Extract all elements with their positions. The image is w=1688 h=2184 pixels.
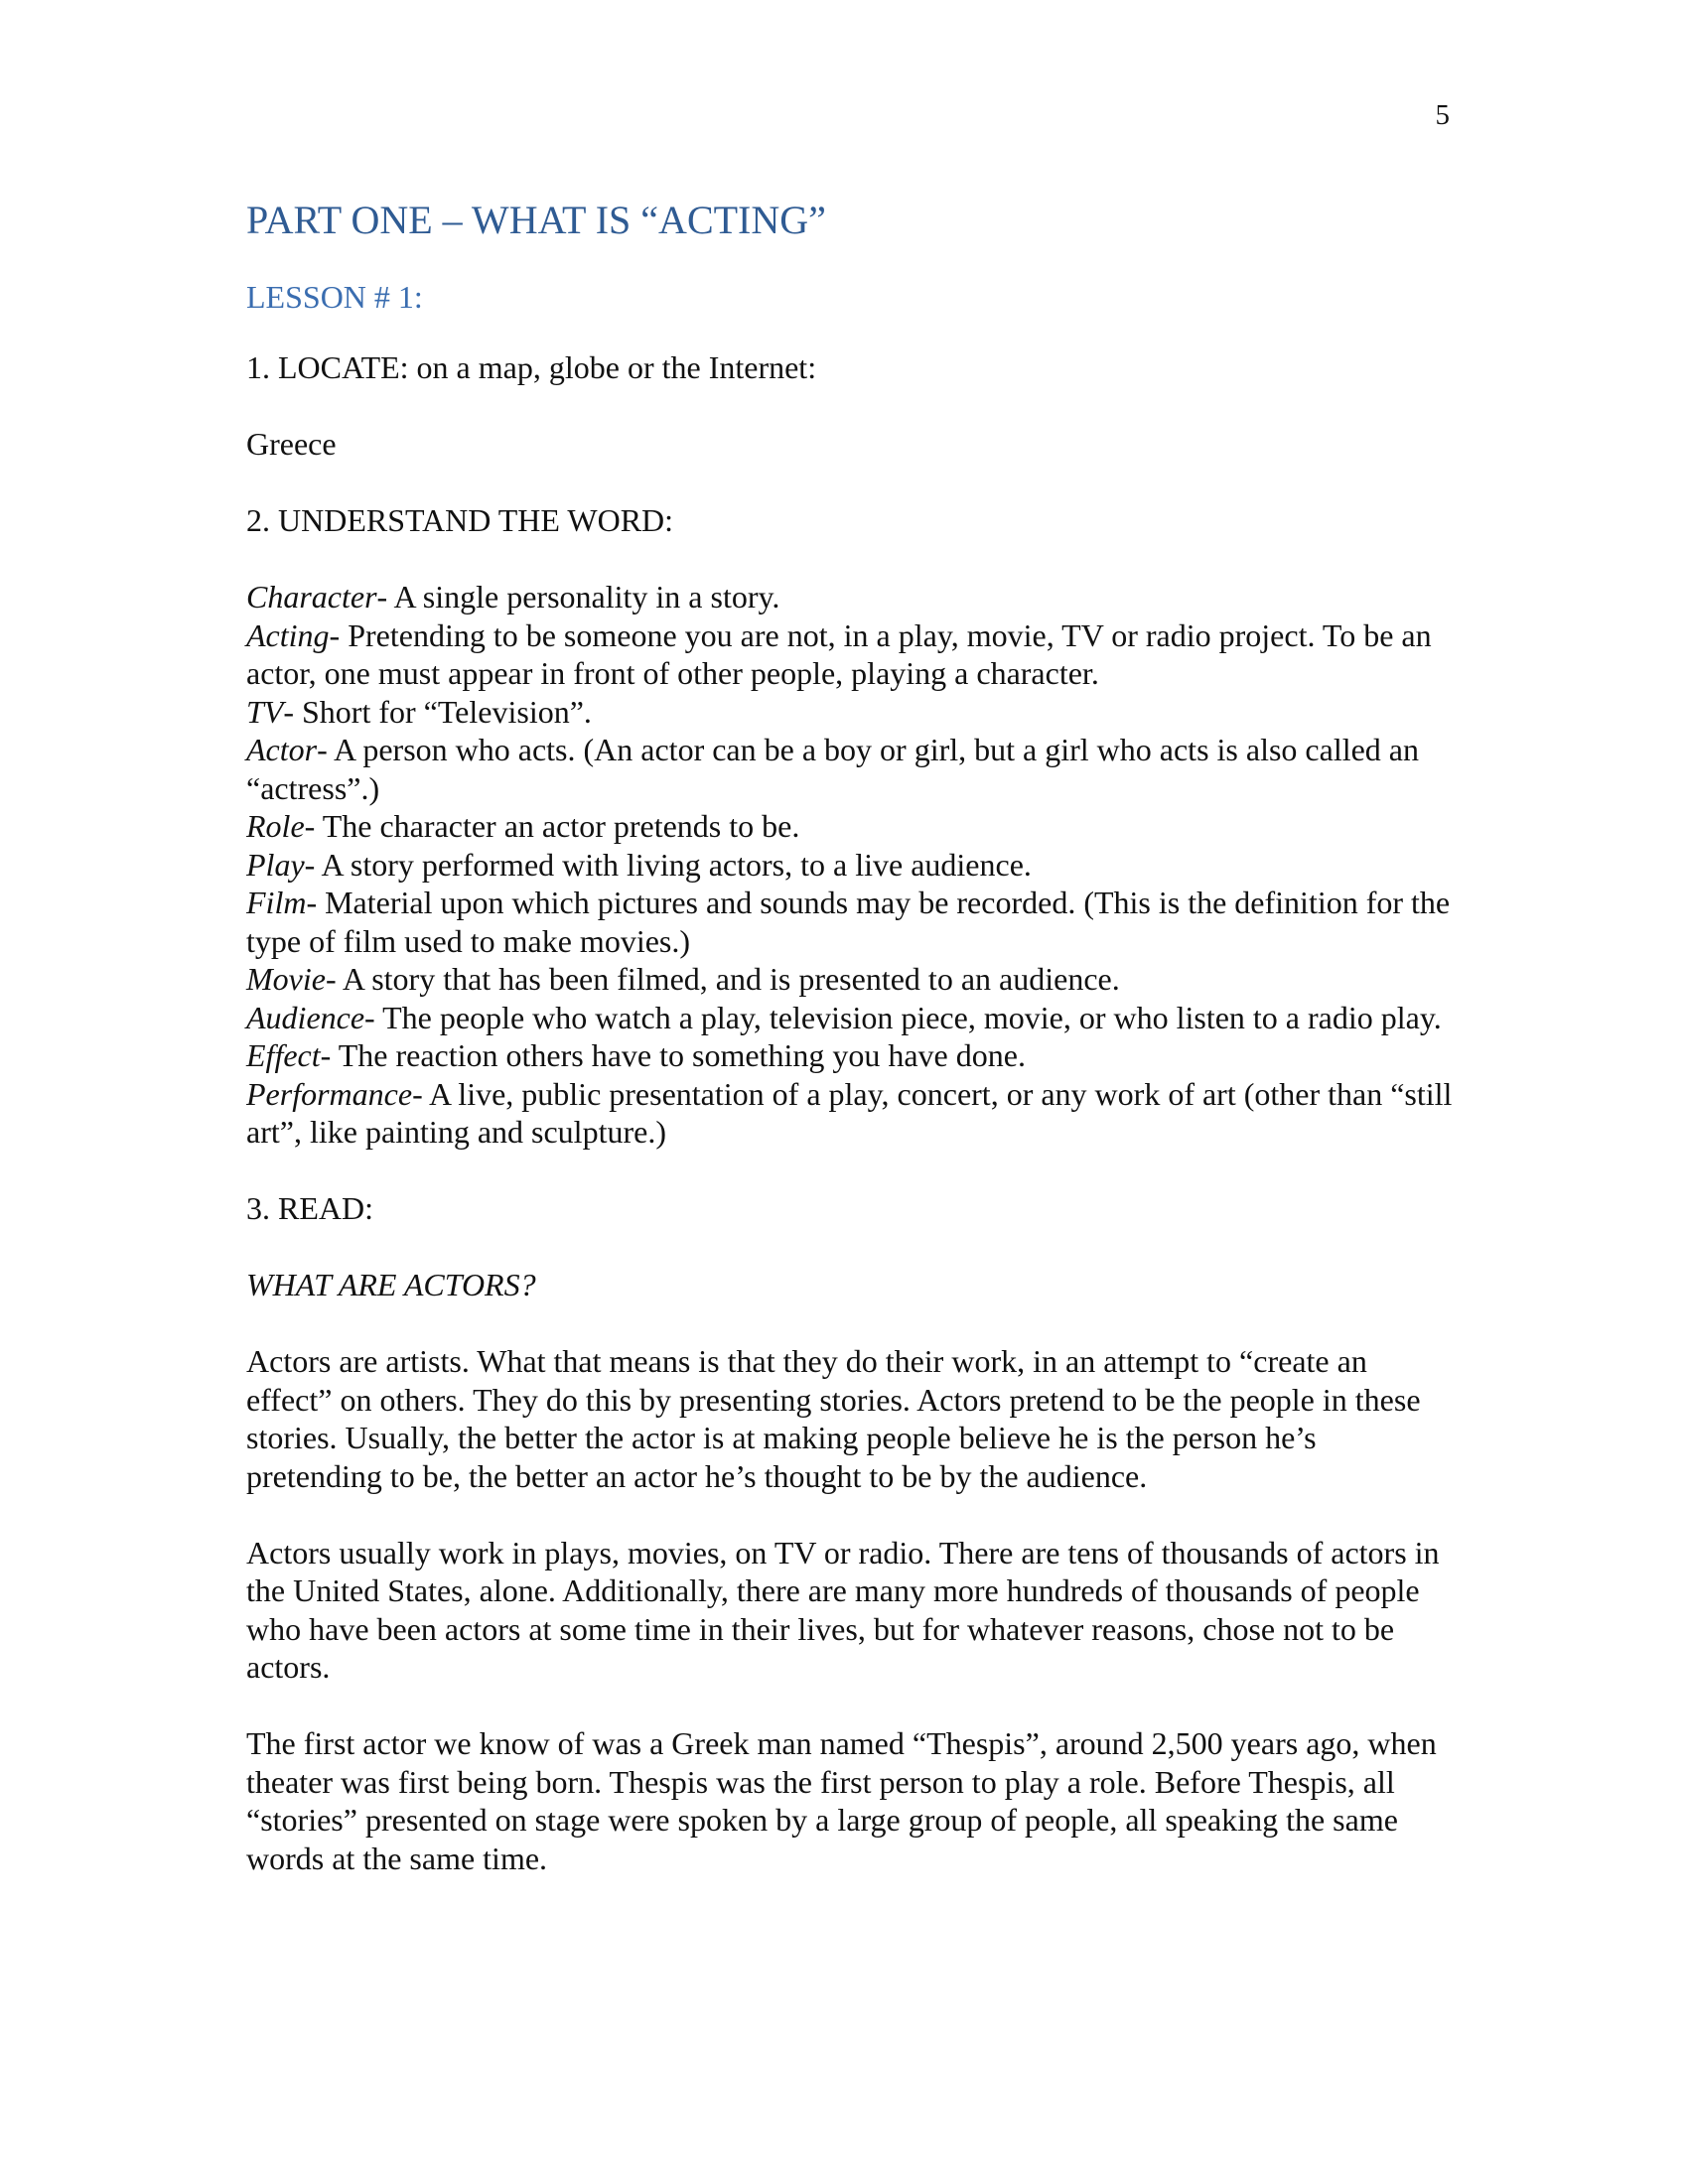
definition-text: - The people who watch a play, television piece, movie, or who listen to a radio play. <box>364 999 1442 1035</box>
read-heading: 3. READ: <box>246 1190 373 1226</box>
reading-paragraph: Actors are artists. What that means is that they do their work, in an attempt to “create an effect” on others. They do this by presenting stories. Actors pretend to be the people in these stories. Usually, the better the actor is at making people believe he is the person he’s pretending to be, the better an actor he’s thought to be by the audience. <box>246 1343 1421 1494</box>
definition-text: - A live, public presentation of a play, concert, or any work of art (other than “still art”, like painting and sculpture.) <box>246 1075 1453 1150</box>
definition-text: - A single personality in a story. <box>376 579 780 614</box>
definition-text: - A story that has been filmed, and is presented to an audience. <box>325 961 1120 997</box>
definition-item <box>246 731 1458 807</box>
definition-item <box>246 616 1458 693</box>
definition-text: - The reaction others have to something you have done. <box>320 1037 1026 1073</box>
definition-item <box>246 960 1458 999</box>
definition-text: - A story performed with living actors, to a live audience. <box>304 846 1032 883</box>
definition-term: Performance <box>246 1075 413 1112</box>
definition-term: Audience <box>246 999 365 1035</box>
definition-term: TV <box>246 693 284 730</box>
definition-list <box>246 578 1458 1152</box>
locate-item: Greece <box>246 426 337 462</box>
reading-paragraph: Actors usually work in plays, movies, on TV or radio. There are tens of thousands of actors in the United States, alone. Additionally, there are many more hundreds of thousands of people who have been actors at some time in their lives, but for whatever reasons, chose not to be actors. <box>246 1534 1440 1685</box>
lesson-title: LESSON # 1: <box>246 279 423 315</box>
definition-term: Character <box>246 579 377 614</box>
definition-item <box>246 1036 1458 1075</box>
definition-text: - Short for “Television”. <box>283 693 592 730</box>
part-title: PART ONE – WHAT IS “ACTING” <box>246 198 826 242</box>
definition-text: - Pretending to be someone you are not, in a play, movie, TV or radio project. To be an actor, one must appear in front of other people, playing a character. <box>246 616 1432 691</box>
definition-item <box>246 846 1458 885</box>
definition-item <box>246 693 1458 732</box>
page-content <box>246 195 1458 1877</box>
definition-text: - Material upon which pictures and sounds may be recorded. (This is the definition for the type of film used to make movies.) <box>246 885 1451 959</box>
vocabulary-heading: 2. UNDERSTAND THE WORD: <box>246 502 674 538</box>
definition-item <box>246 807 1458 846</box>
reading-paragraph: The first actor we know of was a Greek man named “Thespis”, around 2,500 years ago, when theater was first being born. Thespis was the first person to play a role. Before Thespis, all “stories” presented on stage were spoken by a large group of people, all speaking the same words at the same time. <box>246 1725 1437 1876</box>
definition-term: Film <box>246 885 307 920</box>
definition-item <box>246 578 1458 616</box>
definition-term: Effect <box>246 1037 321 1073</box>
page-number: 5 <box>1435 99 1450 131</box>
definition-text: - A person who acts. (An actor can be a boy or girl, but a girl who acts is also called an “actress”.) <box>246 732 1419 806</box>
definition-term: Acting <box>246 616 330 653</box>
definition-item <box>246 999 1458 1037</box>
locate-heading: 1. LOCATE: on a map, globe or the Internet: <box>246 349 817 385</box>
definition-item <box>246 1075 1458 1152</box>
definition-term: Movie <box>246 961 326 997</box>
definition-term: Actor <box>246 732 318 767</box>
definition-text: - The character an actor pretends to be. <box>304 808 800 844</box>
definition-term: Play <box>246 846 305 883</box>
definition-item <box>246 884 1458 960</box>
reading-title: WHAT ARE ACTORS? <box>246 1267 536 1302</box>
definition-term: Role <box>246 808 305 844</box>
